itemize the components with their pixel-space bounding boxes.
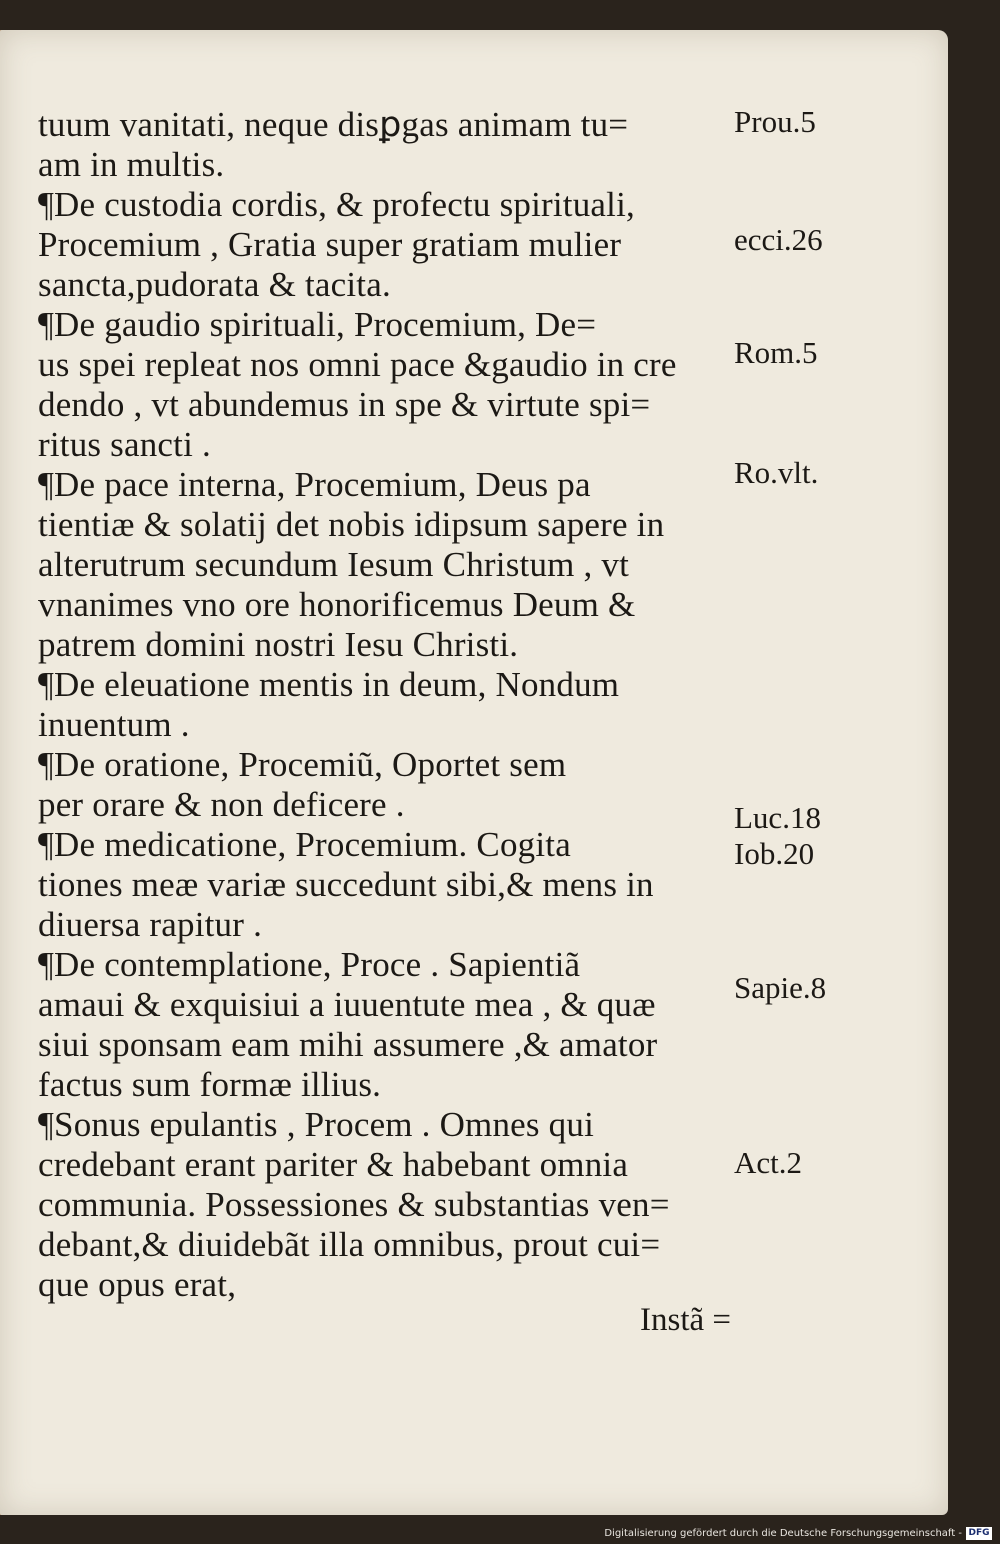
- text-line: sancta,pudorata & tacita.: [38, 265, 391, 304]
- text-line: vnanimes vno ore honorificemus Deum &: [38, 585, 636, 624]
- digitization-credit: Digitalisierung gefördert durch die Deutsche Forschungsgemeinschaft -: [604, 1528, 962, 1539]
- text-line: Procemium , Gratia super gratiam mulier: [38, 225, 622, 264]
- margin-note: Act.2: [734, 1145, 803, 1180]
- text-line: ¶De custodia cordis, & profectu spirituali,: [38, 185, 635, 224]
- text-line: us spei repleat nos omni pace &gaudio in cre: [38, 345, 677, 384]
- margin-note: Rom.5: [734, 335, 818, 370]
- text-line: siui sponsam eam mihi assumere ,& amator: [38, 1025, 658, 1064]
- catchword: Instã =: [640, 1302, 732, 1338]
- text-line: ¶De medicatione, Procemium. Cogita: [38, 825, 571, 864]
- text-line: ritus sancti .: [38, 425, 211, 464]
- text-line: ¶De gaudio spirituali, Procemium, De=: [38, 305, 597, 344]
- text-line: communia. Possessiones & substantias ven=: [38, 1185, 670, 1224]
- text-line: diuersa rapitur .: [38, 905, 263, 944]
- text-line: dendo , vt abundemus in spe & virtute spi=: [38, 385, 651, 424]
- text-line: am in multis.: [38, 145, 225, 184]
- dfg-logo: DFG: [966, 1527, 992, 1540]
- text-line: tientiæ & solatij det nobis idipsum sapere in: [38, 505, 665, 544]
- text-line: inuentum .: [38, 705, 190, 744]
- text-line: ¶De oratione, Procemiũ, Oportet sem: [38, 745, 567, 784]
- text-line: per orare & non deficere .: [38, 785, 405, 824]
- margin-note: Ro.vlt.: [734, 455, 819, 490]
- text-line: amaui & exquisiui a iuuentute mea , & quæ: [38, 985, 656, 1024]
- text-line: credebant erant pariter & habebant omnia: [38, 1145, 629, 1184]
- text-line: ¶De eleuatione mentis in deum, Nondum: [38, 665, 620, 704]
- margin-note: Iob.20: [734, 836, 815, 871]
- margin-note: Luc.18: [734, 800, 821, 835]
- margin-note: ecci.26: [734, 222, 823, 257]
- text-line: ¶De contemplatione, Proce . Sapientiã: [38, 945, 581, 984]
- text-line: ¶Sonus epulantis , Procem . Omnes qui: [38, 1105, 595, 1144]
- text-line: debant,& diuidebãt illa omnibus, prout cui=: [38, 1225, 661, 1264]
- text-line: alterutrum secundum Iesum Christum , vt: [38, 545, 630, 584]
- text-line: tiones meæ variæ succedunt sibi,& mens in: [38, 865, 654, 904]
- text-line: patrem domini nostri Iesu Christi.: [38, 625, 519, 664]
- text-line: factus sum formæ illius.: [38, 1065, 382, 1104]
- margin-note: Sapie.8: [734, 970, 827, 1005]
- margin-note: Prou.5: [734, 104, 816, 139]
- text-line: que opus erat,: [38, 1265, 237, 1304]
- text-line: tuum vanitati, neque disꝑgas animam tu=: [38, 105, 629, 144]
- text-line: ¶De pace interna, Procemium, Deus pa: [38, 465, 591, 504]
